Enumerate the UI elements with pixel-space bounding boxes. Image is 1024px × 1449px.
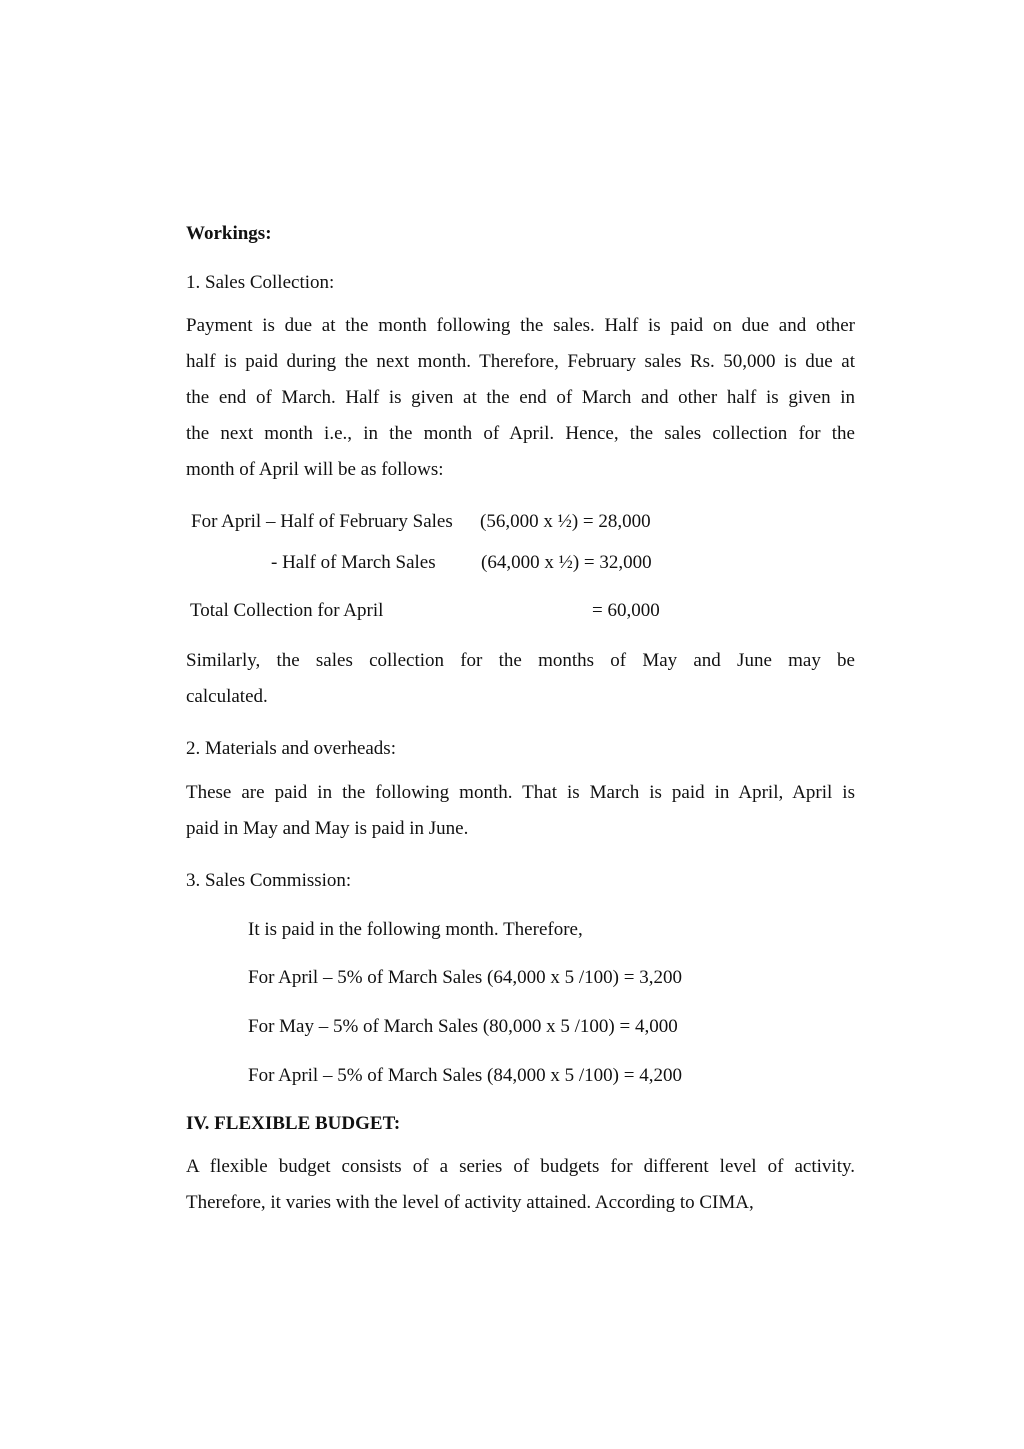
paragraph-line: Payment is due at the month following the sales. Half is paid on due and other	[186, 315, 855, 336]
calc-total-label: Total Collection for April	[190, 600, 384, 621]
calc-row-label: For April – Half of February Sales	[191, 511, 453, 532]
paragraph-line: Therefore, it varies with the level of activity attained. According to CIMA,	[186, 1192, 754, 1213]
paragraph-line: A flexible budget consists of a series of budgets for different level of activity.	[186, 1156, 855, 1177]
calc-row-label: - Half of March Sales	[271, 552, 436, 573]
paragraph-line: calculated.	[186, 686, 268, 707]
sales-commission-heading: 3. Sales Commission:	[186, 870, 352, 891]
paragraph-line: Similarly, the sales collection for the months of May and June may be	[186, 650, 855, 671]
calc-total-value: = 60,000	[592, 600, 660, 621]
paragraph-line: the next month i.e., in the month of April. Hence, the sales collection for the	[186, 423, 855, 444]
paragraph-line: month of April will be as follows:	[186, 459, 444, 480]
commission-line: For April – 5% of March Sales (84,000 x 5 /100) = 4,200	[248, 1065, 682, 1086]
commission-intro: It is paid in the following month. Therefore,	[248, 919, 583, 940]
commission-line: For May – 5% of March Sales (80,000 x 5 /100) = 4,000	[248, 1016, 678, 1037]
paragraph-line: half is paid during the next month. Therefore, February sales Rs. 50,000 is due at	[186, 351, 855, 372]
calc-row-expression: (56,000 x ½) = 28,000	[480, 511, 651, 532]
paragraph-line: the end of March. Half is given at the end of March and other half is given in	[186, 387, 855, 408]
flexible-budget-heading: IV. FLEXIBLE BUDGET:	[186, 1113, 401, 1134]
paragraph-line: These are paid in the following month. That is March is paid in April, April is	[186, 782, 855, 803]
calc-row-expression: (64,000 x ½) = 32,000	[481, 552, 652, 573]
commission-line: For April – 5% of March Sales (64,000 x 5 /100) = 3,200	[248, 967, 682, 988]
materials-heading: 2. Materials and overheads:	[186, 738, 396, 759]
workings-heading: Workings:	[186, 223, 272, 244]
sales-collection-heading: 1. Sales Collection:	[186, 272, 335, 293]
paragraph-line: paid in May and May is paid in June.	[186, 818, 469, 839]
